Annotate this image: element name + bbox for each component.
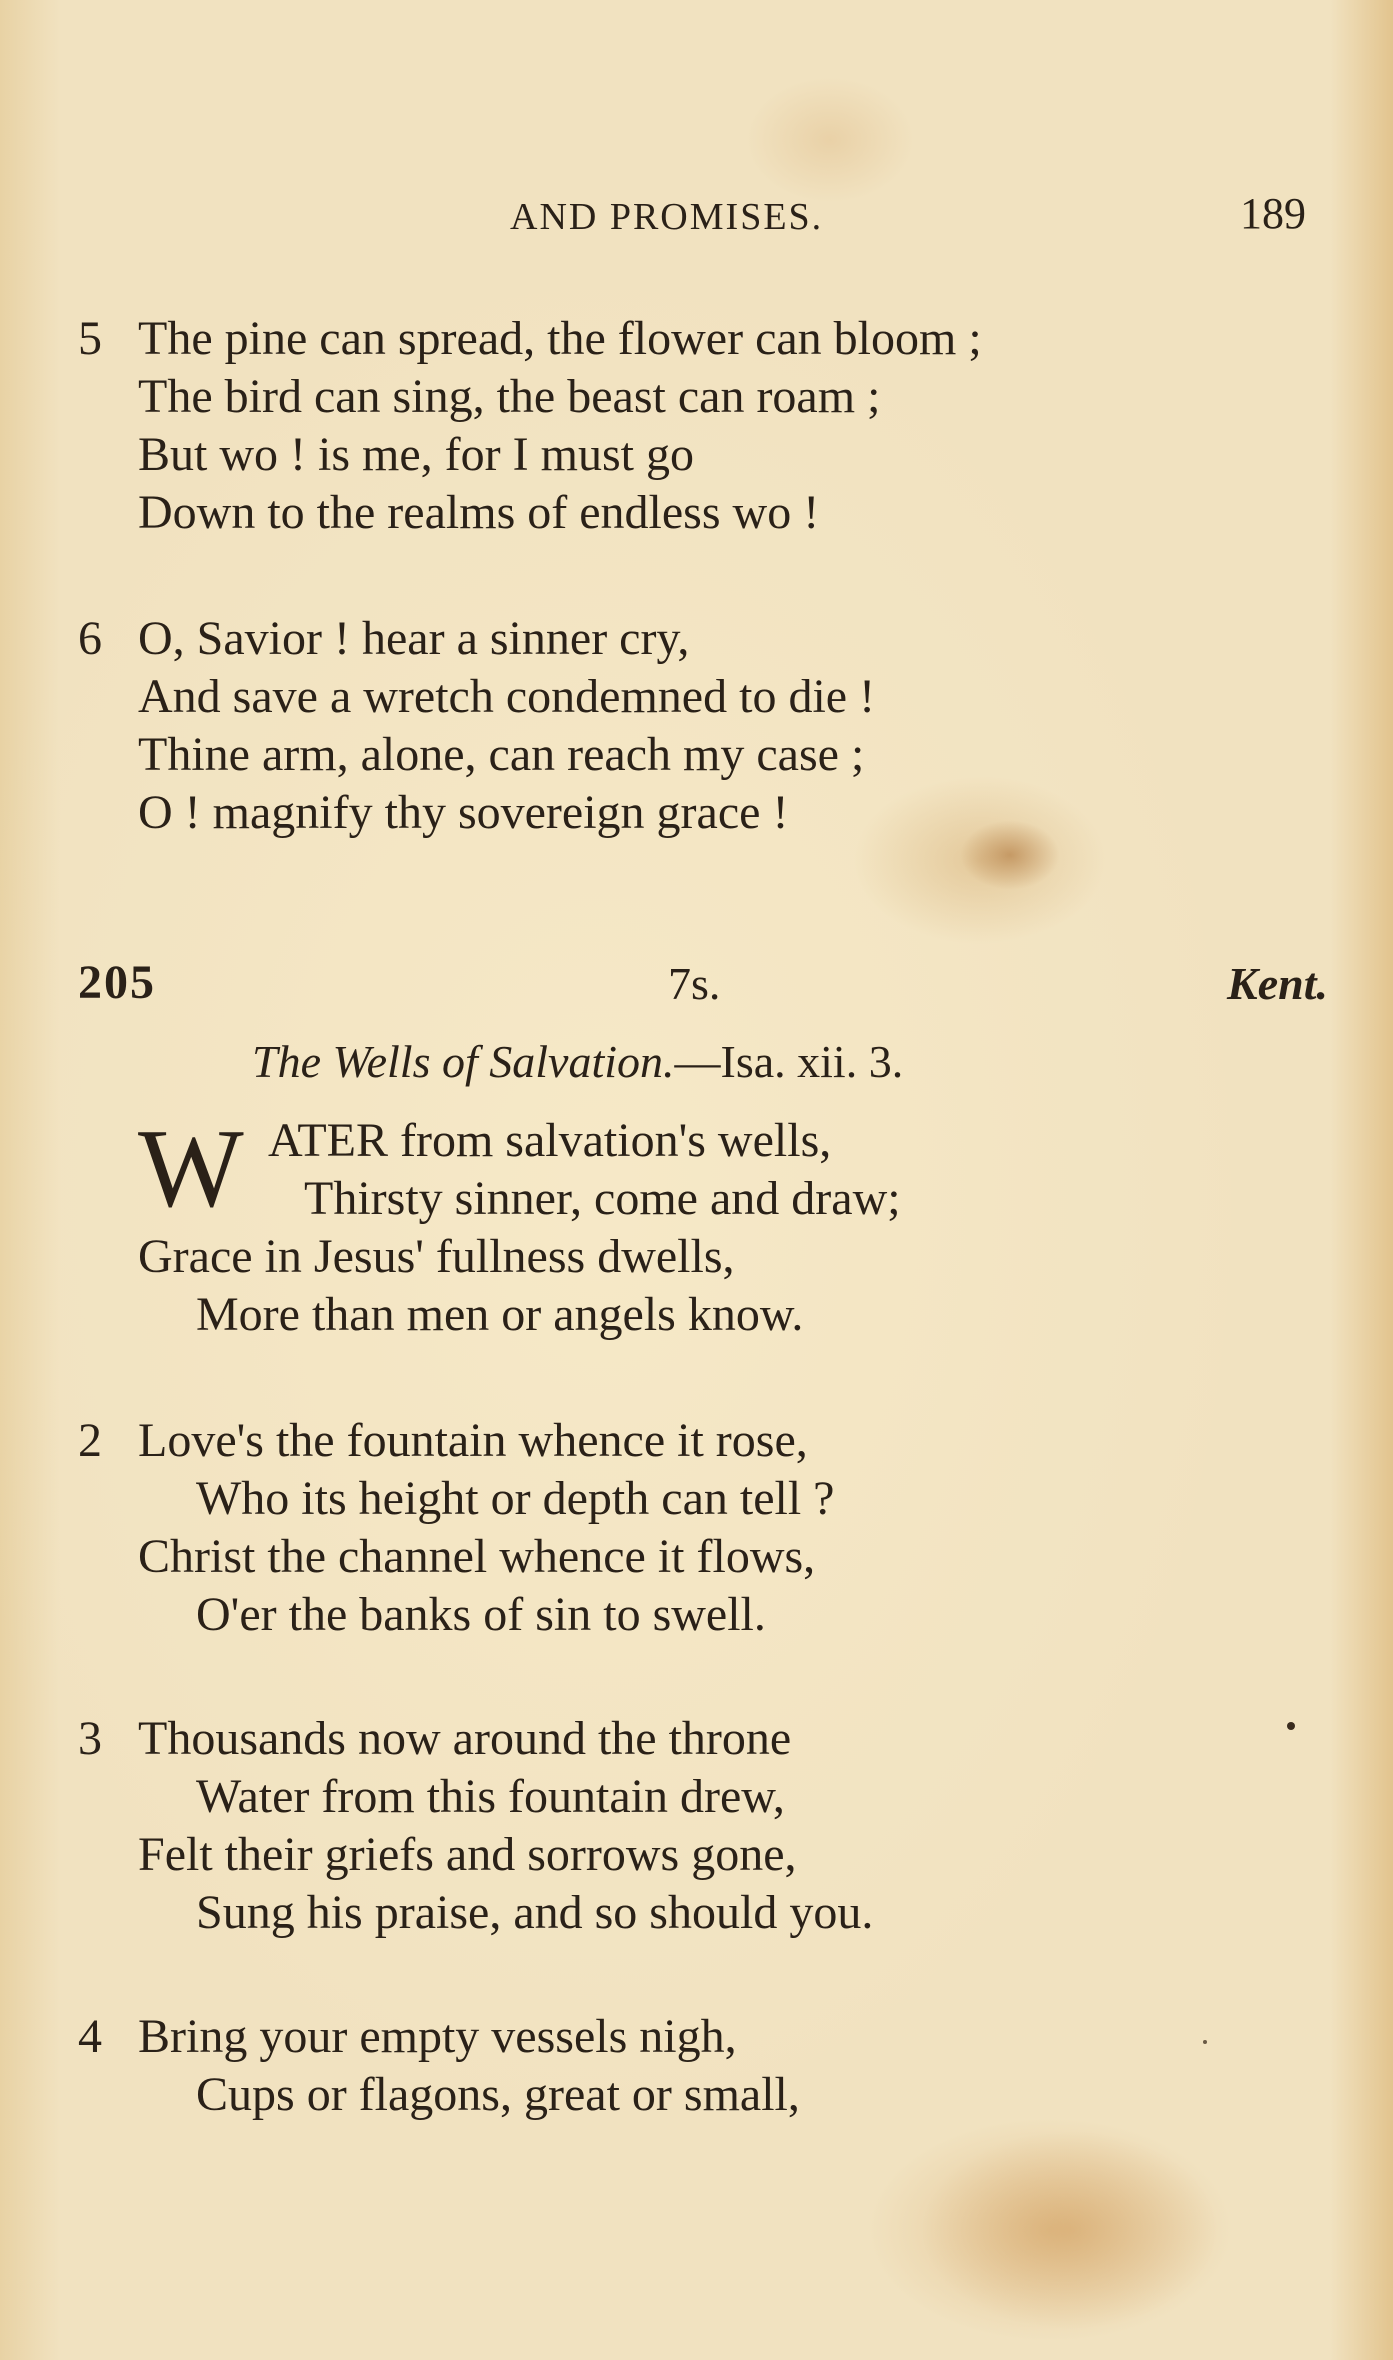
verse-text: More than men or angels know. [196, 1288, 804, 1341]
verse-text: Felt their griefs and sorrows gone, [138, 1828, 797, 1881]
print-dot [1203, 2040, 1207, 2044]
verse-text: Bring your empty vessels nigh, [138, 2010, 737, 2063]
verse-text: Who its height or depth can tell ? [196, 1472, 835, 1525]
verse-text: Love's the fountain whence it rose, [138, 1414, 808, 1467]
verse-text: O'er the banks of sin to swell. [196, 1588, 766, 1641]
hymn-title-line [252, 1035, 903, 1088]
stanza-number: 6 [78, 612, 102, 665]
verse-text: Grace in Jesus' fullness dwells, [138, 1230, 735, 1283]
verse-text: Christ the channel whence it flows, [138, 1530, 816, 1583]
hymn-header [78, 955, 1328, 1015]
verse-text: Thousands now around the throne [138, 1712, 792, 1765]
stanza-number: 4 [78, 2010, 102, 2063]
ink-stain [960, 820, 1060, 890]
verse-text: Thine arm, alone, can reach my case ; [138, 728, 865, 781]
stanza-number: 2 [78, 1414, 102, 1467]
hymn-meter: 7s. [668, 958, 721, 1009]
hymn-number: 205 [78, 956, 156, 1009]
stanza-number: 3 [78, 1712, 102, 1765]
verse-text: But wo ! is me, for I must go [138, 428, 694, 481]
verse-text: O ! magnify thy sovereign grace ! [138, 786, 789, 839]
verse-text: Thirsty sinner, come and draw; [304, 1172, 901, 1225]
verse-text: Down to the realms of endless wo ! [138, 486, 820, 539]
hymn-tune: Kent. [1227, 958, 1328, 1009]
drop-cap: W [138, 1107, 244, 1231]
stanza-number: 5 [78, 312, 102, 365]
verse-text: O, Savior ! hear a sinner cry, [138, 612, 690, 665]
hymn-title: The Wells of Salvation. [252, 1036, 675, 1087]
age-stain [920, 2130, 1220, 2330]
print-dot [1287, 1722, 1295, 1730]
verse-text: Water from this fountain drew, [196, 1770, 785, 1823]
verse-text: The pine can spread, the flower can bloom ; [138, 312, 982, 365]
verse-text: And save a wretch condemned to die ! [138, 670, 876, 723]
verse-text: Cups or flagons, great or small, [196, 2068, 800, 2121]
scripture-reference: —Isa. xii. 3. [674, 1036, 904, 1087]
verse-text: The bird can sing, the beast can roam ; [138, 370, 881, 423]
running-head: AND PROMISES. [510, 196, 824, 238]
verse-text: ATER from salvation's wells, [268, 1114, 832, 1167]
verse-text: Sung his praise, and so should you. [196, 1886, 874, 1939]
page-number: 189 [1240, 189, 1306, 238]
